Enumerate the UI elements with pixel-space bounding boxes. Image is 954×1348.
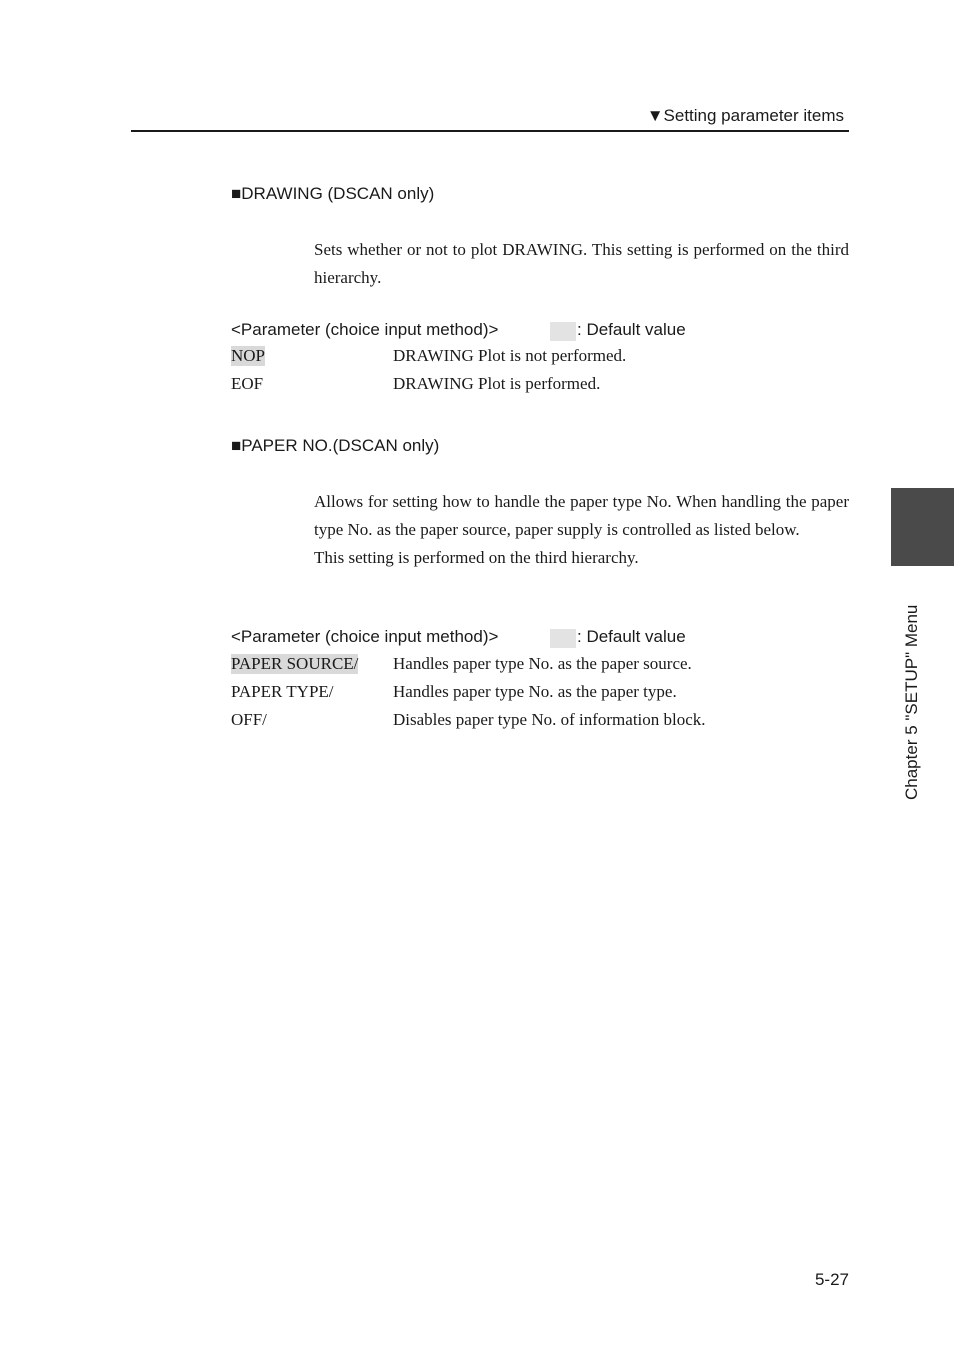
default-value-swatch (550, 322, 576, 341)
triangle-down-icon: ▼ (646, 106, 664, 125)
section-heading-drawing: ■DRAWING (DSCAN only) (231, 184, 435, 203)
default-value-legend: : Default value (577, 627, 686, 646)
parameter-meaning: DRAWING Plot is not performed. (393, 346, 627, 365)
parameter-meaning: Disables paper type No. of information block. (393, 710, 706, 729)
parameter-code-default: NOP (231, 346, 266, 365)
parameter-meaning: DRAWING Plot is performed. (393, 374, 601, 393)
parameter-code: PAPER TYPE/ (231, 682, 334, 701)
default-value-swatch (550, 629, 576, 648)
description-paragraph: This setting is performed on the third hierarchy. (314, 548, 639, 567)
header-title (647, 106, 844, 126)
parameter-meaning: Handles paper type No. as the paper type. (393, 682, 677, 701)
description-paragraph: Allows for setting how to handle the paper type No. When handling the paper type No. as the paper source, paper supply is controlled as listed below. (314, 492, 849, 539)
running-header (131, 104, 849, 132)
parameter-header-label: <Parameter (choice input method)> (231, 320, 499, 339)
parameter-row (231, 710, 849, 736)
parameter-row (231, 654, 849, 680)
chapter-tab (891, 488, 954, 566)
parameter-header-paper-no (231, 627, 751, 651)
parameter-row (231, 682, 849, 708)
parameter-code: OFF/ (231, 710, 267, 729)
description-paragraph: Sets whether or not to plot DRAWING. This setting is performed on the third hierarchy. (314, 240, 849, 287)
parameter-code-default: PAPER SOURCE/ (231, 654, 359, 673)
parameter-header-drawing (231, 320, 751, 344)
section-description-drawing (314, 236, 849, 292)
chapter-label: Chapter 5 "SETUP" Menu (902, 604, 921, 800)
header-title-text: Setting parameter items (663, 106, 844, 125)
section-description-paper-no (314, 488, 849, 572)
parameter-row (231, 346, 849, 372)
parameter-meaning: Handles paper type No. as the paper source. (393, 654, 692, 673)
page-number: 5-27 (814, 1270, 849, 1289)
parameter-row (231, 374, 849, 400)
parameter-header-label: <Parameter (choice input method)> (231, 627, 499, 646)
section-heading-paper-no: ■PAPER NO.(DSCAN only) (231, 436, 440, 455)
parameter-code: EOF (231, 374, 264, 393)
default-value-legend: : Default value (577, 320, 686, 339)
